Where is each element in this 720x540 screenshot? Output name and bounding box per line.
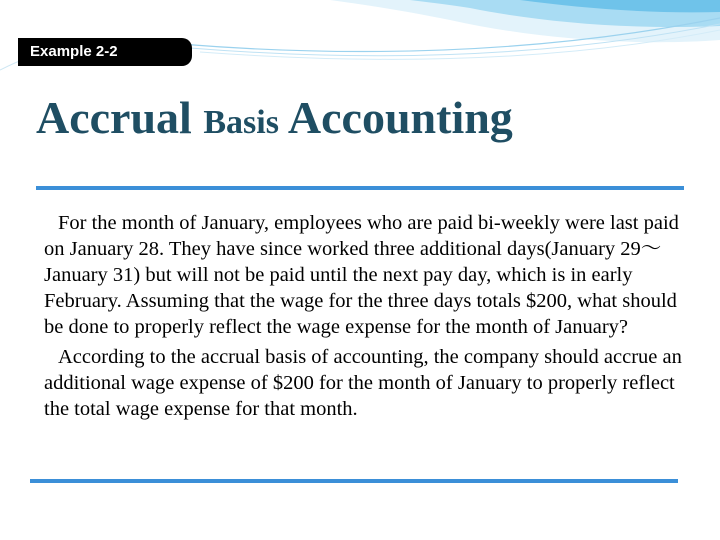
- title-part-accrual: Accrual: [36, 92, 204, 143]
- question-paragraph: For the month of January, employees who are paid bi-weekly were last paid on January 28. They have since worked three additional days(January 29～January 31) but will not be paid until the next pay day, which is in early February. Assuming that the wage for the three days totals $200, what should be done to properly reflect the wage expense for the month of January?: [44, 212, 679, 338]
- page-title: [36, 88, 513, 153]
- top-divider: [36, 186, 684, 190]
- answer-paragraph: According to the accrual basis of accounting, the company should accrue an additional wage expense of $200 for the month of January to properly reflect the total wage expense for that month.: [44, 346, 682, 420]
- body-text: [44, 210, 684, 422]
- example-label: Example 2-2: [18, 38, 192, 66]
- title-part-basis: Basis: [203, 104, 279, 141]
- bottom-divider: [30, 479, 678, 483]
- title-part-accounting: Accounting: [278, 92, 513, 143]
